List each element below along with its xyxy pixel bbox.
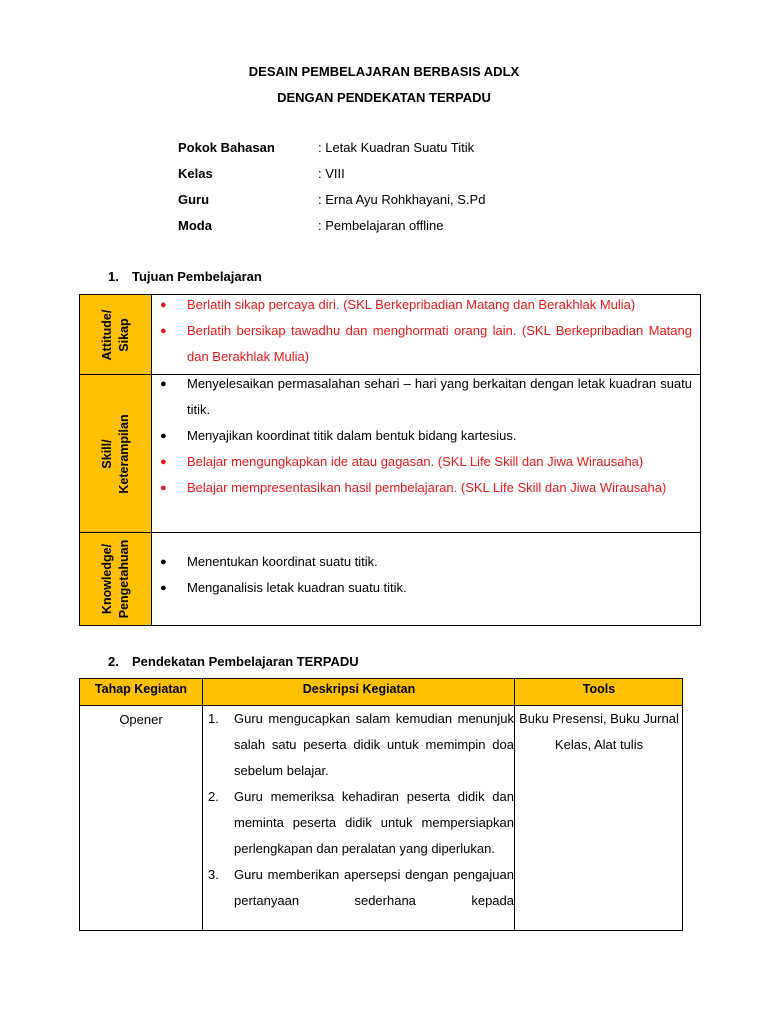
meta-label-kelas: Kelas (178, 166, 213, 181)
meta-value-kelas: : VIII (318, 166, 345, 181)
bullet-icon: ● (160, 299, 167, 311)
list-item (160, 292, 692, 318)
tujuan-row-knowledge (80, 533, 700, 625)
bullet-icon: ● (160, 325, 167, 337)
header-tahap-kegiatan: Tahap Kegiatan (94, 682, 188, 696)
tujuan-items (160, 549, 692, 601)
tujuan-table (79, 294, 701, 626)
tujuan-row-attitude (80, 295, 700, 375)
list-item-text: Menganalisis letak kuadran suatu titik. (187, 580, 407, 595)
label-line: Pengetahuan (116, 539, 131, 619)
tujuan-label (99, 414, 133, 493)
step-text: Guru memeriksa kehadiran peserta didik dan meminta peserta didik untuk mempersiapkan perlengkapan dan peralatan yang diperlukan. (234, 789, 514, 856)
list-item-text: Menentukan koordinat suatu titik. (187, 554, 378, 569)
label-line: Sikap (116, 317, 131, 352)
tujuan-items (160, 371, 692, 501)
pendekatan-table (79, 678, 683, 931)
meta-label-moda: Moda (178, 218, 212, 233)
step-text: Guru mengucapkan salam kemudian menunjuk salah satu peserta didik untuk memimpin doa sebelum belajar. (234, 711, 514, 778)
list-item (160, 318, 692, 370)
section-title: Tujuan Pembelajaran (132, 269, 262, 284)
list-item (204, 862, 514, 914)
list-item-text: Menyajikan koordinat titik dalam bentuk bidang kartesius. (187, 428, 517, 443)
meta-label-pokok-bahasan: Pokok Bahasan (178, 140, 275, 155)
list-item (160, 475, 692, 501)
step-number: 3. (208, 867, 219, 882)
column-divider (202, 679, 203, 930)
label-line: Attitude/ (99, 309, 114, 360)
list-item-text: Belajar mempresentasikan hasil pembelajaran. (SKL Life Skill dan Jiwa Wirausaha) (187, 480, 667, 495)
bullet-icon: ● (160, 378, 167, 390)
tujuan-label (99, 540, 133, 619)
section-heading-pendekatan (108, 654, 359, 669)
list-item (204, 706, 514, 784)
list-item-text: Berlatih bersikap tawadhu dan menghormati orang lain. (SKL Berkepribadian Matang dan Berakhlak Mulia) (187, 323, 692, 364)
tujuan-label-cell (80, 295, 152, 374)
list-item (160, 423, 692, 449)
list-item-text: Menyelesaikan permasalahan sehari – hari yang berkaitan dengan letak kuadran suatu titik. (187, 376, 692, 417)
tujuan-label-cell (80, 375, 152, 532)
step-number: 1. (208, 711, 219, 726)
bullet-icon: ● (160, 482, 167, 494)
bullet-icon: ● (160, 456, 167, 468)
section-number: 2. (108, 654, 119, 669)
tujuan-label-cell (80, 533, 152, 625)
document-title-line-1: DESAIN PEMBELAJARAN BERBASIS ADLX (248, 64, 520, 79)
cell-tools: Buku Presensi, Buku Jurnal Kelas, Alat tulis (519, 711, 679, 752)
step-text: Guru memberikan apersepsi dengan pengajuan pertanyaan sederhana kepada (234, 867, 514, 908)
section-number: 1. (108, 269, 119, 284)
list-item-text: Belajar mengungkapkan ide atau gagasan. (SKL Life Skill dan Jiwa Wirausaha) (187, 454, 644, 469)
list-item (160, 449, 692, 475)
label-line: Keterampilan (116, 413, 131, 494)
meta-value-pokok-bahasan: : Letak Kuadran Suatu Titik (318, 140, 475, 155)
meta-value-moda: : Pembelajaran offline (318, 218, 444, 233)
meta-label-guru: Guru (178, 192, 210, 207)
bullet-icon: ● (160, 582, 167, 594)
list-item (160, 549, 692, 575)
list-item (204, 784, 514, 862)
label-line: Knowledge/ (99, 543, 114, 615)
list-item-text: Berlatih sikap percaya diri. (SKL Berkepribadian Matang dan Berakhlak Mulia) (187, 297, 636, 312)
bullet-icon: ● (160, 430, 167, 442)
cell-tahap-opener: Opener (119, 712, 163, 727)
step-number: 2. (208, 789, 219, 804)
bullet-icon: ● (160, 556, 167, 568)
document-title-line-2: DENGAN PENDEKATAN TERPADU (277, 90, 491, 105)
table-header-row (80, 679, 682, 706)
section-title: Pendekatan Pembelajaran TERPADU (132, 654, 359, 669)
list-item (160, 575, 692, 601)
cell-deskripsi (204, 706, 514, 914)
tujuan-label (99, 309, 133, 360)
header-deskripsi-kegiatan: Deskripsi Kegiatan (302, 682, 416, 696)
meta-value-guru: : Erna Ayu Rohkhayani, S.Pd (318, 192, 486, 207)
header-tools: Tools (582, 682, 616, 696)
list-item (160, 371, 692, 423)
tujuan-items (160, 292, 692, 370)
column-divider (514, 679, 515, 930)
section-heading-tujuan (108, 269, 262, 284)
tujuan-row-skill (80, 375, 700, 533)
label-line: Skill/ (99, 438, 114, 469)
